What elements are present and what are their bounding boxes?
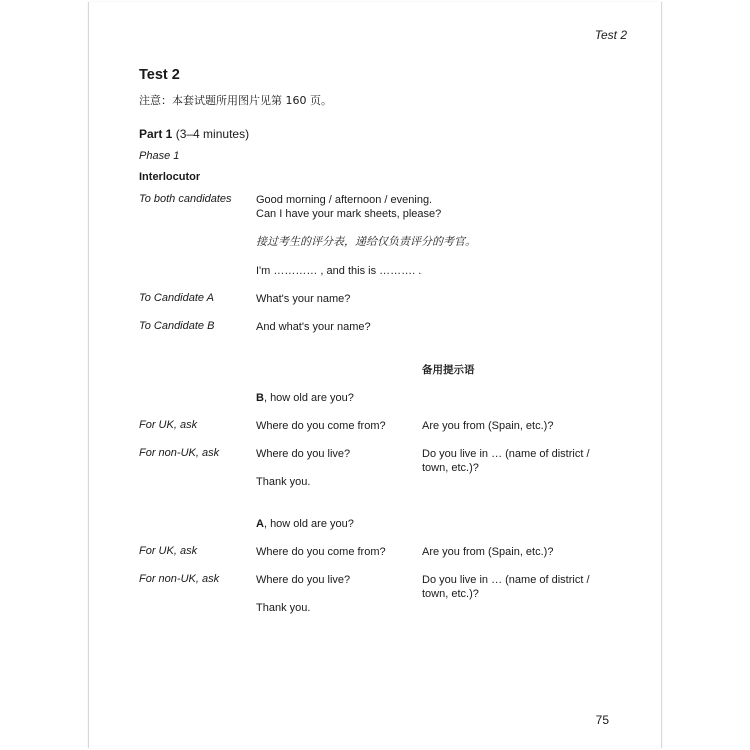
interlocutor-heading: Interlocutor (139, 171, 201, 183)
candidate-name-b: B (256, 392, 264, 404)
uk-question-b: Where do you come from? (256, 420, 386, 432)
question-name-a: What's your name? (256, 293, 351, 305)
running-header: Test 2 (594, 28, 627, 42)
phase-label: Phase 1 (139, 150, 180, 162)
part-heading (139, 127, 249, 141)
age-question-b (256, 391, 354, 405)
speaker-uk-a: For UK, ask (139, 545, 198, 557)
speaker-nonuk-a: For non-UK, ask (139, 573, 220, 585)
thanks-b: Thank you. (256, 476, 311, 488)
speaker-candidate-a: To Candidate A (139, 292, 215, 304)
age-question-a (256, 517, 354, 531)
instruction-cn: 接过考生的评分表，递给仅负责评分的考官。 (256, 235, 476, 248)
uk-question-a: Where do you come from? (256, 546, 386, 558)
uk-backup-b: Are you from (Spain, etc.)? (422, 420, 554, 432)
nonuk-question-a: Where do you live? (256, 574, 351, 586)
nonuk-question-b: Where do you live? (256, 448, 351, 460)
nonuk-backup-b-line-2: town, etc.)? (422, 462, 479, 474)
question-name-b: And what's your name? (256, 321, 371, 333)
backup-heading: 备用提示语 (422, 364, 475, 376)
nonuk-backup-b-line-1: Do you live in … (name of district / (422, 448, 590, 460)
page-title: Test 2 (139, 67, 180, 83)
greeting-line-1: Good morning / afternoon / evening. (256, 194, 433, 206)
speaker-nonuk-b: For non-UK, ask (139, 447, 220, 459)
speaker-both: To both candidates (139, 193, 232, 205)
thanks-a: Thank you. (256, 602, 311, 614)
age-question-b-text: , how old are you? (263, 392, 354, 404)
part-label: Part 1 (139, 127, 173, 141)
age-question-a-text: , how old are you? (263, 518, 354, 530)
nonuk-backup-a-line-2: town, etc.)? (422, 588, 479, 600)
nonuk-backup-a-line-1: Do you live in … (name of district / (422, 574, 590, 586)
part-duration: (3–4 minutes) (175, 127, 250, 141)
page-number: 75 (595, 713, 609, 727)
greeting-line-2: Can I have your mark sheets, please? (256, 208, 442, 220)
candidate-name-a: A (256, 518, 264, 530)
intro-line: I'm ………… , and this is ………. . (256, 265, 422, 277)
document-page (88, 2, 662, 748)
uk-backup-a: Are you from (Spain, etc.)? (422, 546, 554, 558)
note-cn: 注意：本套试题所用图片见第 160 页。 (139, 94, 332, 107)
speaker-candidate-b: To Candidate B (139, 320, 215, 332)
speaker-uk-b: For UK, ask (139, 419, 198, 431)
